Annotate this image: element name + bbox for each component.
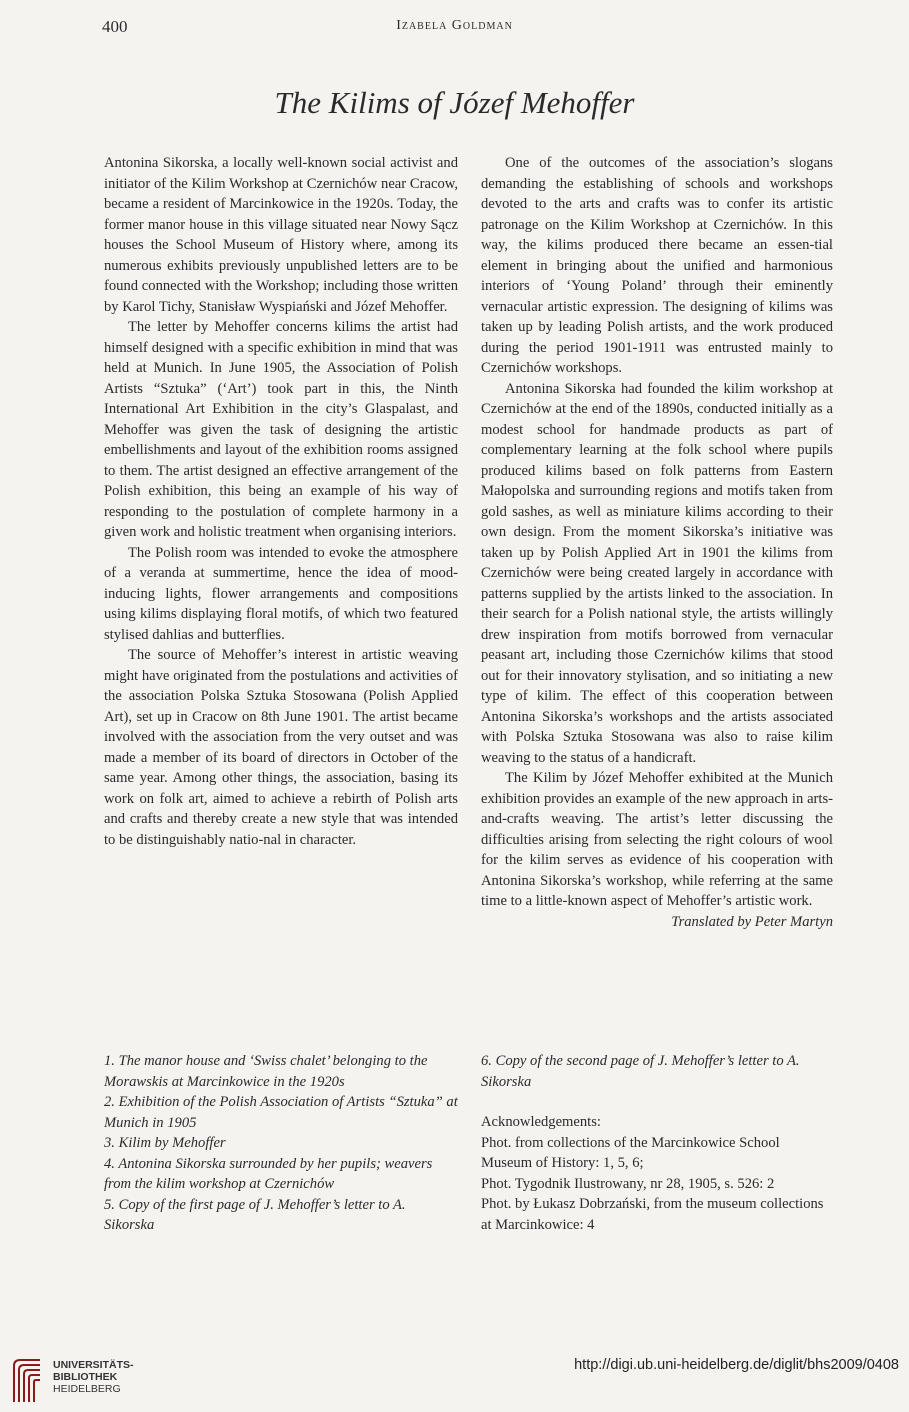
paragraph: Antonina Sikorska, a locally well-known social activist and initiator of the Kilim Workshop at Czernichów near Cracow, became a resident of Marcinkowice in the 1920s. Today, the former manor house in this village situated near Nowy Sącz houses the School Museum of History where, among its numerous exhibits previously unpublished letters are to be found connected with the Workshop; including those written by Karol Tichy, Stanisław Wyspiański and Józef Mehoffer. [104,155,458,315]
running-head: Izabela Goldman [396,18,513,33]
library-logo-icon [10,1356,46,1404]
left-column [104,153,458,850]
paragraph: The Kilim by Józef Mehoffer exhibited at the Munich exhibition provides an example of the new approach in arts-and-crafts weaving. The artist’s letter discussing the difficulties arising from selecting the right colours of wool for the kilim serves as evidence of his cooperation with Antonina Sikorska’s workshop, while referring at the same time to a little-known aspect of Mehoffer’s artistic work. [481,770,833,909]
article-title: The Kilims of Józef Mehoffer [274,85,635,120]
logo-line: HEIDELBERG [53,1383,121,1395]
figure-caption: 6. Copy of the second page of J. Mehoffer’s letter to A. Sikorska [481,1053,800,1090]
figure-caption: 4. Antonina Sikorska surrounded by her pupils; weavers from the kilim workshop at Czernichów [104,1155,433,1192]
paragraph: The Polish room was intended to evoke the atmosphere of a veranda at summertime, hence the idea of mood-inducing lights, flower arrangements and compositions using kilims displaying floral motifs, of which two featured stylised dahlias and butterflies. [104,544,458,643]
acknowledgement-line: Phot. by Łukasz Dobrzański, from the museum collections at Marcinkowice: 4 [481,1196,824,1233]
figure-captions-right [481,1051,833,1235]
translator-credit: Translated by Peter Martyn [671,913,833,930]
logo-line: BIBLIOTHEK [53,1371,118,1383]
acknowledgements-title: Acknowledgements: [481,1114,601,1130]
figure-caption: 2. Exhibition of the Polish Association of Artists “Sztuka” at Munich in 1905 [104,1094,458,1131]
figure-caption: 1. The manor house and ‘Swiss chalet’ belonging to the Morawskis at Marcinkowice in the 1920s [104,1053,428,1090]
acknowledgement-line: Phot. Tygodnik Ilustrowany, nr 28, 1905, s. 526: 2 [481,1175,775,1192]
acknowledgement-line: Phot. from collections of the Marcinkowice School Museum of History: 1, 5, 6; [481,1134,780,1171]
paragraph: The letter by Mehoffer concerns kilims the artist had himself designed with a specific exhibition in mind that was held at Munich. In June 1905, the Association of Polish Artists “Sztuka” (‘Art’) took part in this, the Ninth International Art Exhibition in the city’s Glaspalast, and Mehoffer was given the task of designing the artistic embellishments and layout of the exhibition rooms assigned to them. The artist designed an effective arrangement of the Polish exhibition, this being an example of his way of responding to the postulation of complete harmony in a given work and holistic treatment when organising interiors. [104,319,458,540]
paragraph: The source of Mehoffer’s interest in artistic weaving might have originated from the postulations and activities of the association Polska Sztuka Stosowana (Polish Applied Art), set up in Cracow on 8th June 1901. The artist became involved with the association from the very outset and was made a member of its board of directors in October of the same year. Among other things, the association, basing its work on folk art, aimed to achieve a rebirth of Polish arts and crafts and thereby create a new style that was intended to be distinguishably natio-nal in character. [104,647,458,848]
paragraph: One of the outcomes of the association’s slogans demanding the establishing of schools and workshops devoted to the arts and crafts was to confer its artistic patronage on the Kilim Workshop at Czernichów. In this way, the kilims produced there became an essen-tial element in bringing about the unified and harmonious interiors of ‘Young Poland’ through their eminently vernacular artistic expression. The designing of kilims was taken up by leading Polish artists, and the work produced during the period 1901-1911 was entrusted mainly to Czernichów workshops. [481,155,833,376]
logo-line: UNIVERSITÄTS- [53,1359,134,1371]
paragraph: Antonina Sikorska had founded the kilim workshop at Czernichów at the end of the 1890s, conducted initially as a modest school for handmade products as part of complementary learning at the folk school where pupils produced kilims based on folk patterns from Eastern Małopolska and surrounding regions and motifs taken from gold sashes, as well as miniature kilims according to their own design. From the moment Sikorska’s initiative was taken up by Polish Applied Art in 1901 the kilims from Czernichów were being created largely in accordance with patterns supplied by the artists linked to the association. In their search for a Polish national style, the artists willingly drew inspiration from motifs borrowed from vernacular peasant art, including those Czernichów kilims that stood out for their innovatory stylisation, and so initiating a new type of kilim. The effect of this cooperation between Antonina Sikorska’s workshops and the artists associated with Polska Sztuka Stosowana was also to raise kilim weaving to the status of a handicraft. [481,380,833,766]
figure-captions-left [104,1051,458,1236]
source-url-link[interactable]: http://digi.ub.uni-heidelberg.de/diglit/bhs2009/0408 [574,1357,899,1373]
figure-caption: 5. Copy of the first page of J. Mehoffer’s letter to A. Sikorska [104,1196,406,1233]
right-column [481,153,833,932]
page-number: 400 [102,17,128,36]
library-logo[interactable] [10,1356,160,1404]
library-logo-text [53,1359,134,1395]
figure-caption: 3. Kilim by Mehoffer [104,1135,226,1151]
